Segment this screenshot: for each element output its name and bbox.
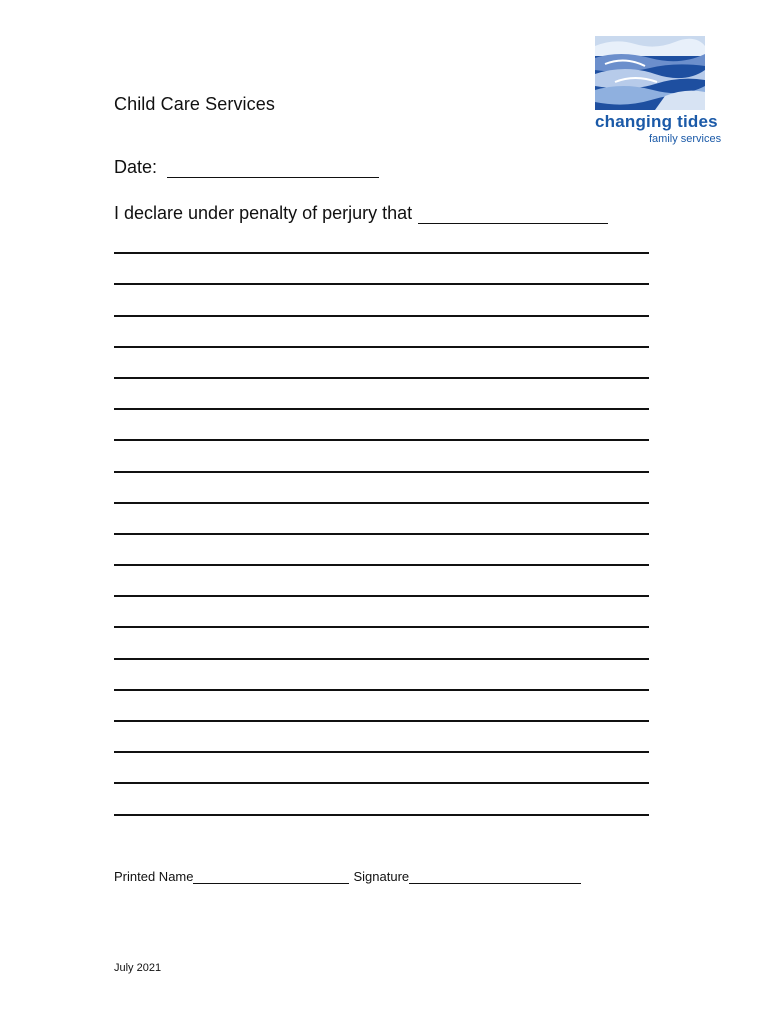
signature-label: Signature — [353, 869, 410, 884]
signature-row — [114, 869, 581, 884]
declaration-row — [114, 203, 608, 224]
logo-name: changing tides — [595, 112, 718, 131]
printed-name-label: Printed Name — [114, 869, 194, 884]
blank-line[interactable] — [114, 223, 649, 254]
blank-line[interactable] — [114, 410, 649, 441]
date-field[interactable] — [167, 161, 379, 178]
logo-tagline: family services — [649, 133, 722, 145]
date-row — [114, 157, 379, 178]
blank-line[interactable] — [114, 379, 649, 410]
blank-line[interactable] — [114, 254, 649, 285]
declaration-lines — [114, 223, 649, 816]
blank-line[interactable] — [114, 317, 649, 348]
blank-line[interactable] — [114, 753, 649, 784]
blank-line[interactable] — [114, 597, 649, 628]
blank-line[interactable] — [114, 628, 649, 659]
date-label: Date: — [114, 157, 158, 177]
declaration-label: I declare under penalty of perjury that — [114, 203, 413, 223]
changing-tides-logo — [595, 36, 730, 148]
blank-line[interactable] — [114, 473, 649, 504]
blank-line[interactable] — [114, 660, 649, 691]
blank-line[interactable] — [114, 504, 649, 535]
footer-date: July 2021 — [114, 962, 162, 974]
blank-line[interactable] — [114, 722, 649, 753]
blank-line[interactable] — [114, 441, 649, 472]
form-title: Child Care Services — [114, 94, 275, 114]
waves-landscape-icon — [595, 36, 705, 110]
blank-line[interactable] — [114, 691, 649, 722]
blank-line[interactable] — [114, 784, 649, 815]
signature-field[interactable] — [409, 871, 581, 884]
blank-line[interactable] — [114, 535, 649, 566]
blank-line[interactable] — [114, 348, 649, 379]
blank-line[interactable] — [114, 285, 649, 316]
declaration-field[interactable] — [418, 207, 608, 224]
printed-name-field[interactable] — [193, 871, 349, 884]
blank-line[interactable] — [114, 566, 649, 597]
